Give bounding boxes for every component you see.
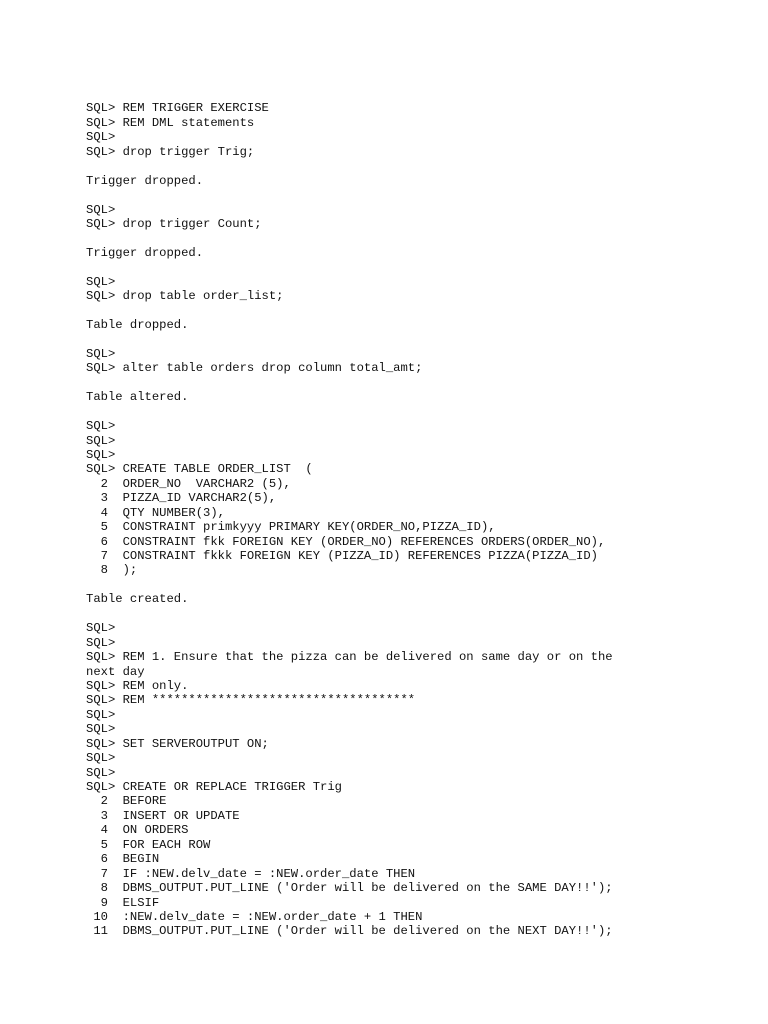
transcript-line: 6 CONSTRAINT fkk FOREIGN KEY (ORDER_NO) REFERENCES ORDERS(ORDER_NO), xyxy=(86,534,606,549)
transcript-line: Table created. xyxy=(86,592,189,607)
transcript-line: SQL> REM DML statements xyxy=(86,115,255,130)
transcript-line: SQL> CREATE TABLE ORDER_LIST ( xyxy=(86,462,313,477)
transcript-line xyxy=(86,405,726,419)
transcript-line: SQL> xyxy=(86,447,116,462)
transcript-line xyxy=(86,376,726,390)
transcript-line xyxy=(86,260,726,274)
transcript-line: Trigger dropped. xyxy=(86,173,204,188)
sql-transcript xyxy=(86,87,726,939)
transcript-line: 8 DBMS_OUTPUT.PUT_LINE ('Order will be delivered on the SAME DAY!!'); xyxy=(86,881,613,896)
transcript-line: SQL> xyxy=(86,707,116,722)
transcript-line: SQL> xyxy=(86,751,116,766)
transcript-line: 6 BEGIN xyxy=(86,852,160,867)
transcript-line: SQL> CREATE OR REPLACE TRIGGER Trig xyxy=(86,780,342,794)
transcript-line: 9 ELSIF xyxy=(86,895,160,910)
transcript-line: SQL> REM only. xyxy=(86,678,189,693)
transcript-line: SQL> xyxy=(86,130,116,145)
transcript-line: SQL> xyxy=(86,621,116,636)
transcript-line xyxy=(86,578,726,592)
transcript-line: 5 CONSTRAINT primkyyy PRIMARY KEY(ORDER_NO,PIZZA_ID), xyxy=(86,520,496,535)
transcript-line: SQL> xyxy=(86,202,116,217)
transcript-line xyxy=(86,188,726,202)
transcript-line: 2 ORDER_NO VARCHAR2 (5), xyxy=(86,476,291,491)
transcript-line xyxy=(86,304,726,318)
transcript-line: SQL> xyxy=(86,433,116,448)
transcript-line: SQL> REM TRIGGER EXERCISE xyxy=(86,101,269,116)
transcript-line: 5 FOR EACH ROW xyxy=(86,837,211,852)
transcript-line: SQL> REM ************************************ xyxy=(86,693,416,708)
transcript-line: 7 IF :NEW.delv_date = :NEW.order_date THEN xyxy=(86,866,416,881)
transcript-line: SQL> xyxy=(86,722,116,737)
transcript-line: SQL> drop table order_list; xyxy=(86,289,284,304)
transcript-line xyxy=(86,159,726,173)
transcript-line: SQL> alter table orders drop column total_amt; xyxy=(86,361,423,376)
transcript-line: next day xyxy=(86,664,145,679)
transcript-line: SQL> drop trigger Count; xyxy=(86,216,262,231)
transcript-line xyxy=(86,332,726,346)
transcript-line: SQL> drop trigger Trig; xyxy=(86,144,255,159)
transcript-line: SQL> xyxy=(86,419,116,434)
transcript-line: Table altered. xyxy=(86,390,189,405)
transcript-line: SQL> xyxy=(86,274,116,289)
transcript-line: SQL> xyxy=(86,765,116,780)
transcript-line: 10 :NEW.delv_date = :NEW.order_date + 1 THEN xyxy=(86,909,423,924)
transcript-line: SQL> SET SERVEROUTPUT ON; xyxy=(86,736,269,751)
transcript-line: SQL> REM 1. Ensure that the pizza can be delivered on same day or on the xyxy=(86,650,613,665)
transcript-line: 4 ON ORDERS xyxy=(86,823,189,838)
transcript-line: Table dropped. xyxy=(86,318,189,332)
transcript-line: 8 ); xyxy=(86,563,138,578)
transcript-line xyxy=(86,87,726,101)
transcript-line: Trigger dropped. xyxy=(86,245,204,260)
transcript-line: SQL> xyxy=(86,635,116,650)
transcript-line: 2 BEFORE xyxy=(86,794,167,809)
transcript-line: SQL> xyxy=(86,346,116,361)
transcript-line: 3 INSERT OR UPDATE xyxy=(86,808,240,823)
transcript-line: 11 DBMS_OUTPUT.PUT_LINE ('Order will be delivered on the NEXT DAY!!'); xyxy=(86,924,613,939)
transcript-line: 4 QTY NUMBER(3), xyxy=(86,505,225,520)
transcript-line: 7 CONSTRAINT fkkk FOREIGN KEY (PIZZA_ID) REFERENCES PIZZA(PIZZA_ID) xyxy=(86,549,598,563)
transcript-line xyxy=(86,231,726,245)
transcript-line: 3 PIZZA_ID VARCHAR2(5), xyxy=(86,491,277,506)
transcript-line xyxy=(86,607,726,621)
